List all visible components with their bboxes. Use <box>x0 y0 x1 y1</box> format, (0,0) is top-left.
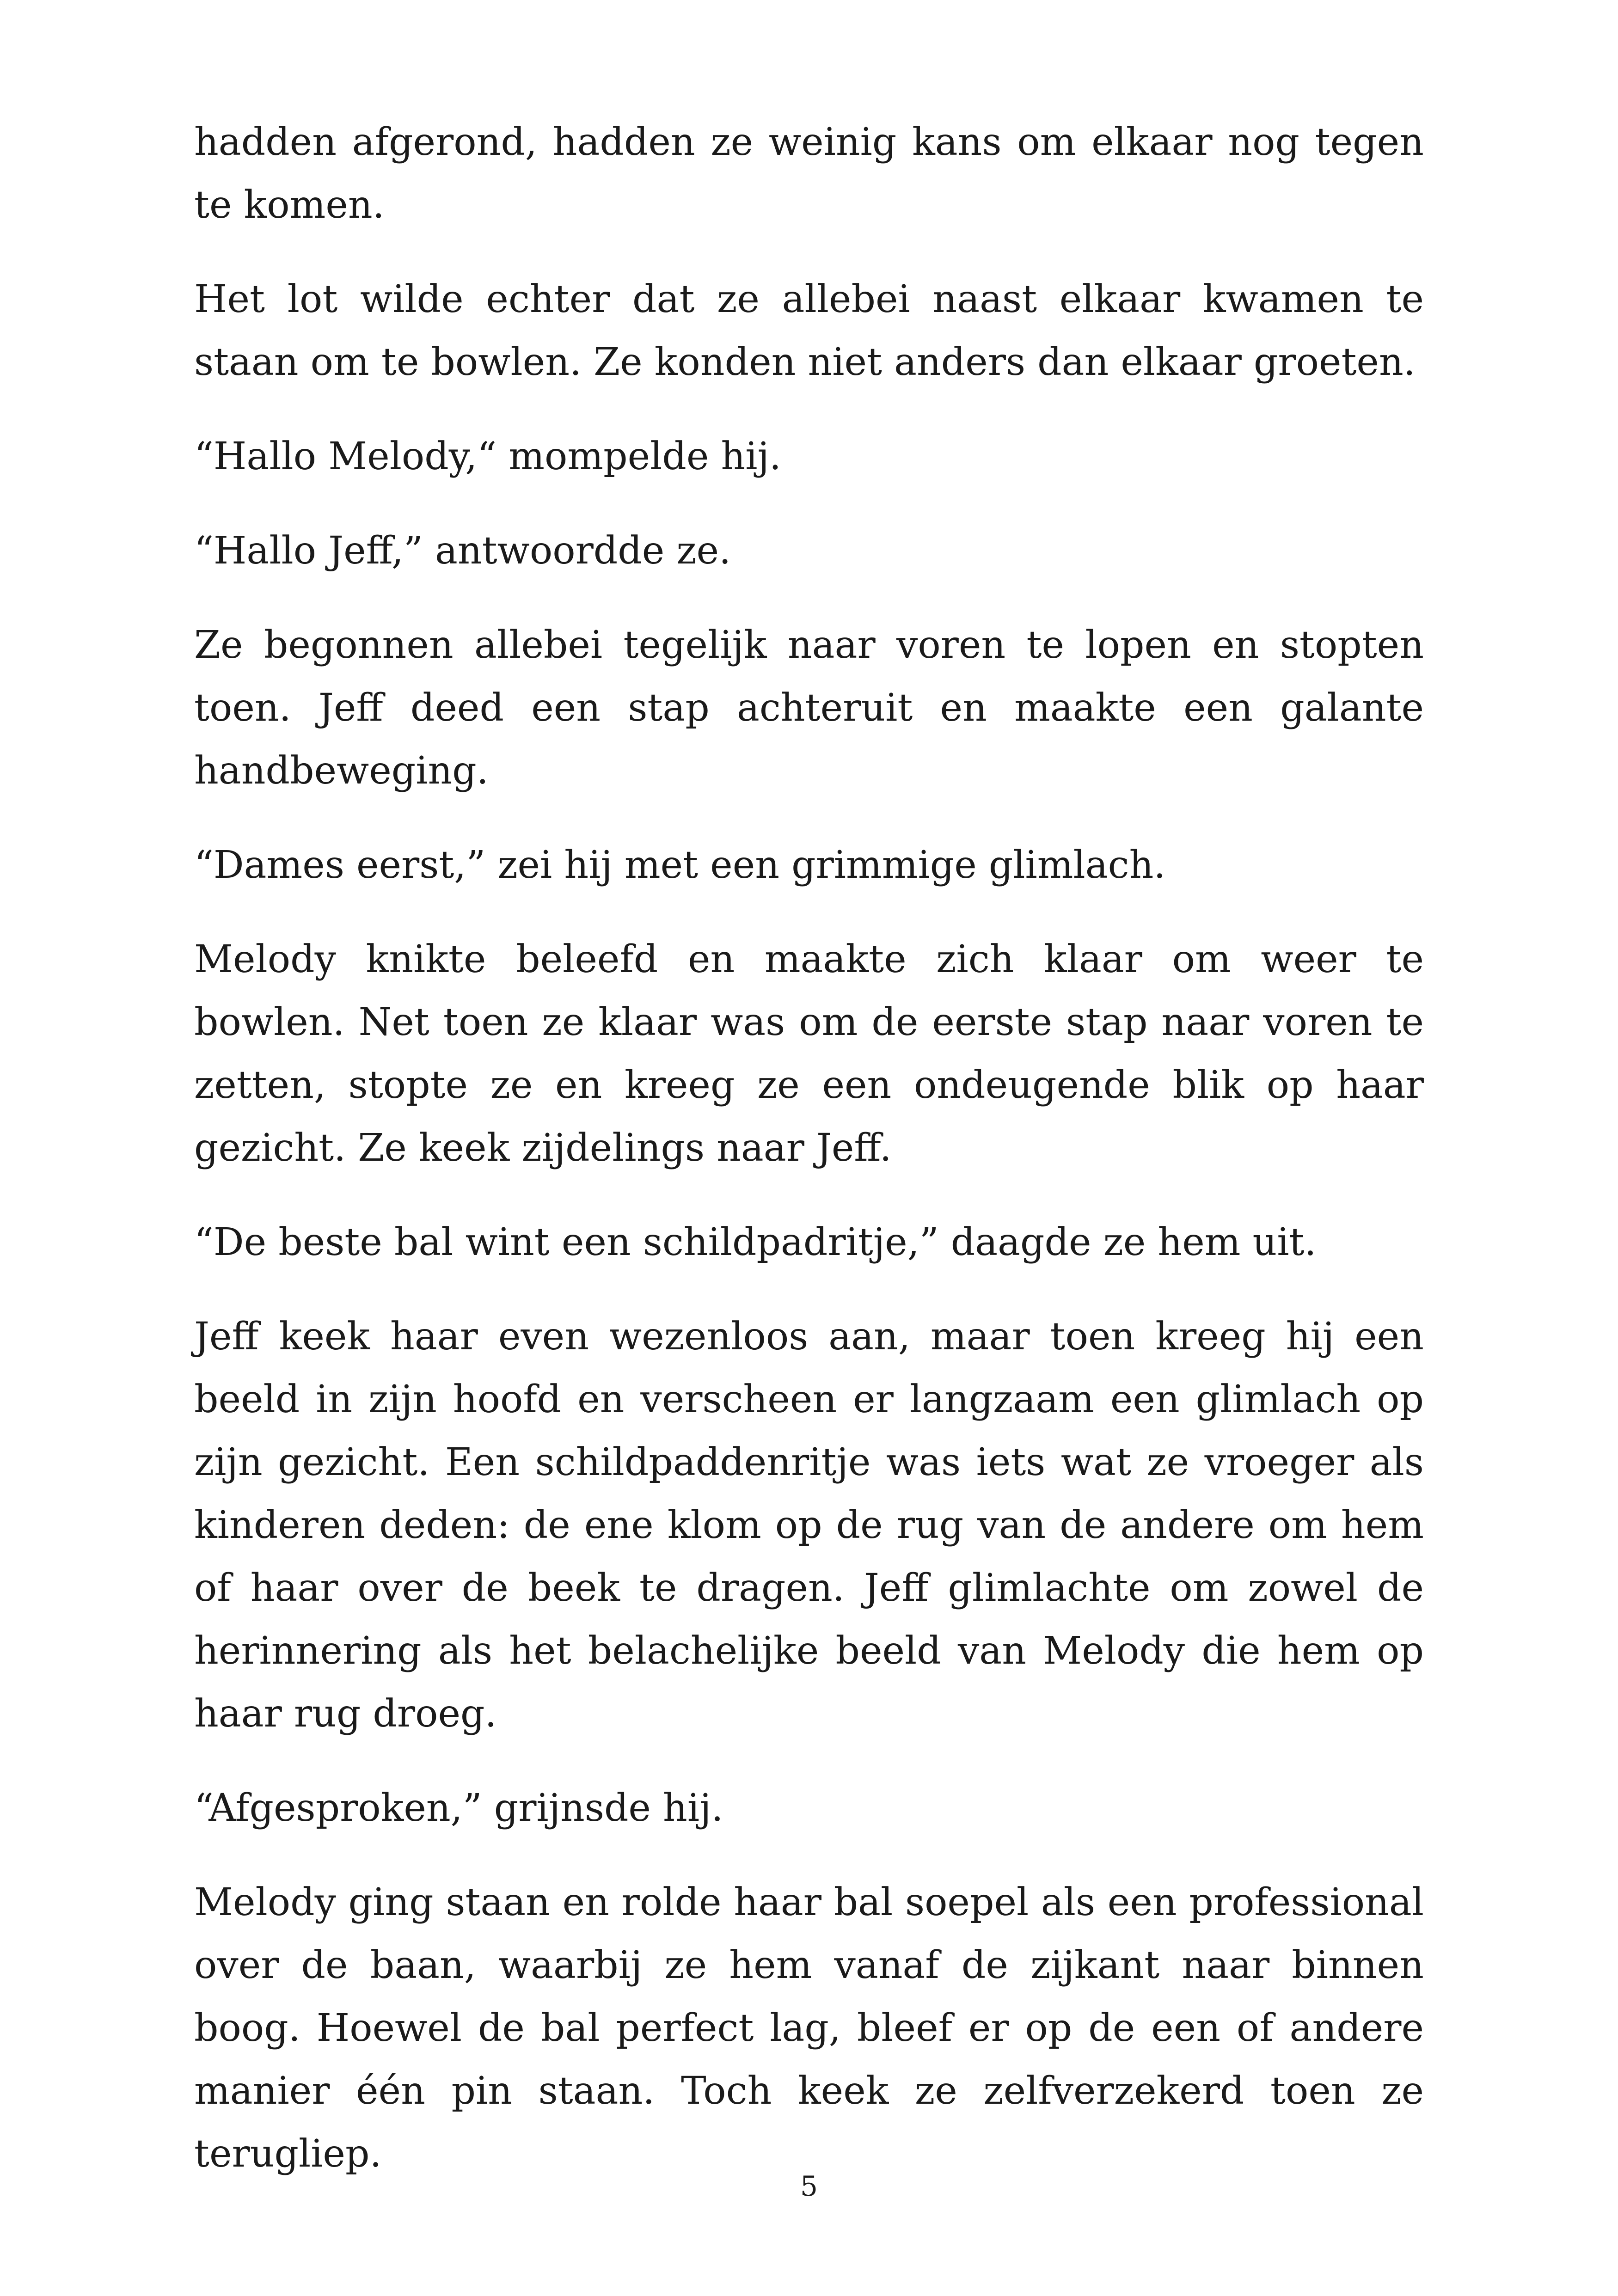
paragraph: hadden afgerond, hadden ze weinig kans om elkaar nog tegen te komen. <box>194 120 1424 227</box>
paragraph: Het lot wilde echter dat ze allebei naast elkaar kwamen te staan om te bowlen. Ze konden niet anders dan elkaar groeten. <box>194 277 1424 384</box>
dialogue-line: “De beste bal wint een schildpadritje,” daagde ze hem uit. <box>194 1220 1317 1264</box>
body-text <box>194 111 1424 2217</box>
page-number: 5 <box>800 2170 818 2203</box>
dialogue-line: “Hallo Jeff,” antwoordde ze. <box>194 529 731 573</box>
paragraph: Melody knikte beleefd en maakte zich klaar om weer te bowlen. Net toen ze klaar was om de eerste stap naar voren te zetten, stopte ze en kreeg ze een ondeugende blik op haar gezicht. Ze keek zijdelings naar Jeff. <box>194 937 1424 1170</box>
paragraph: Melody ging staan en rolde haar bal soepel als een professional over de baan, waarbij ze hem vanaf de zijkant naar binnen boog. Hoewel de bal perfect lag, bleef er op de een of andere manier één pin staan. Toch keek ze zelfverzekerd toen ze terugliep. <box>194 1880 1424 2176</box>
paragraph: Jeff keek haar even wezenloos aan, maar toen kreeg hij een beeld in zijn hoofd en verscheen er langzaam een glimlach op zijn gezicht. Een schildpaddenritje was iets wat ze vroeger als kinderen deden: de ene klom op de rug van de andere om hem of haar over de beek te dragen. Jeff glimlachte om zowel de herinnering als het belachelijke beeld van Melody die hem op haar rug droeg. <box>194 1315 1424 1736</box>
dialogue-line: “Afgesproken,” grijnsde hij. <box>194 1786 723 1830</box>
dialogue-line: “Hallo Melody,“ mompelde hij. <box>194 435 781 478</box>
dialogue-line: “Dames eerst,” zei hij met een grimmige glimlach. <box>194 843 1166 887</box>
paragraph: Ze begonnen allebei tegelijk naar voren te lopen en stopten toen. Jeff deed een stap achteruit en maakte een galante handbeweging. <box>194 623 1424 793</box>
